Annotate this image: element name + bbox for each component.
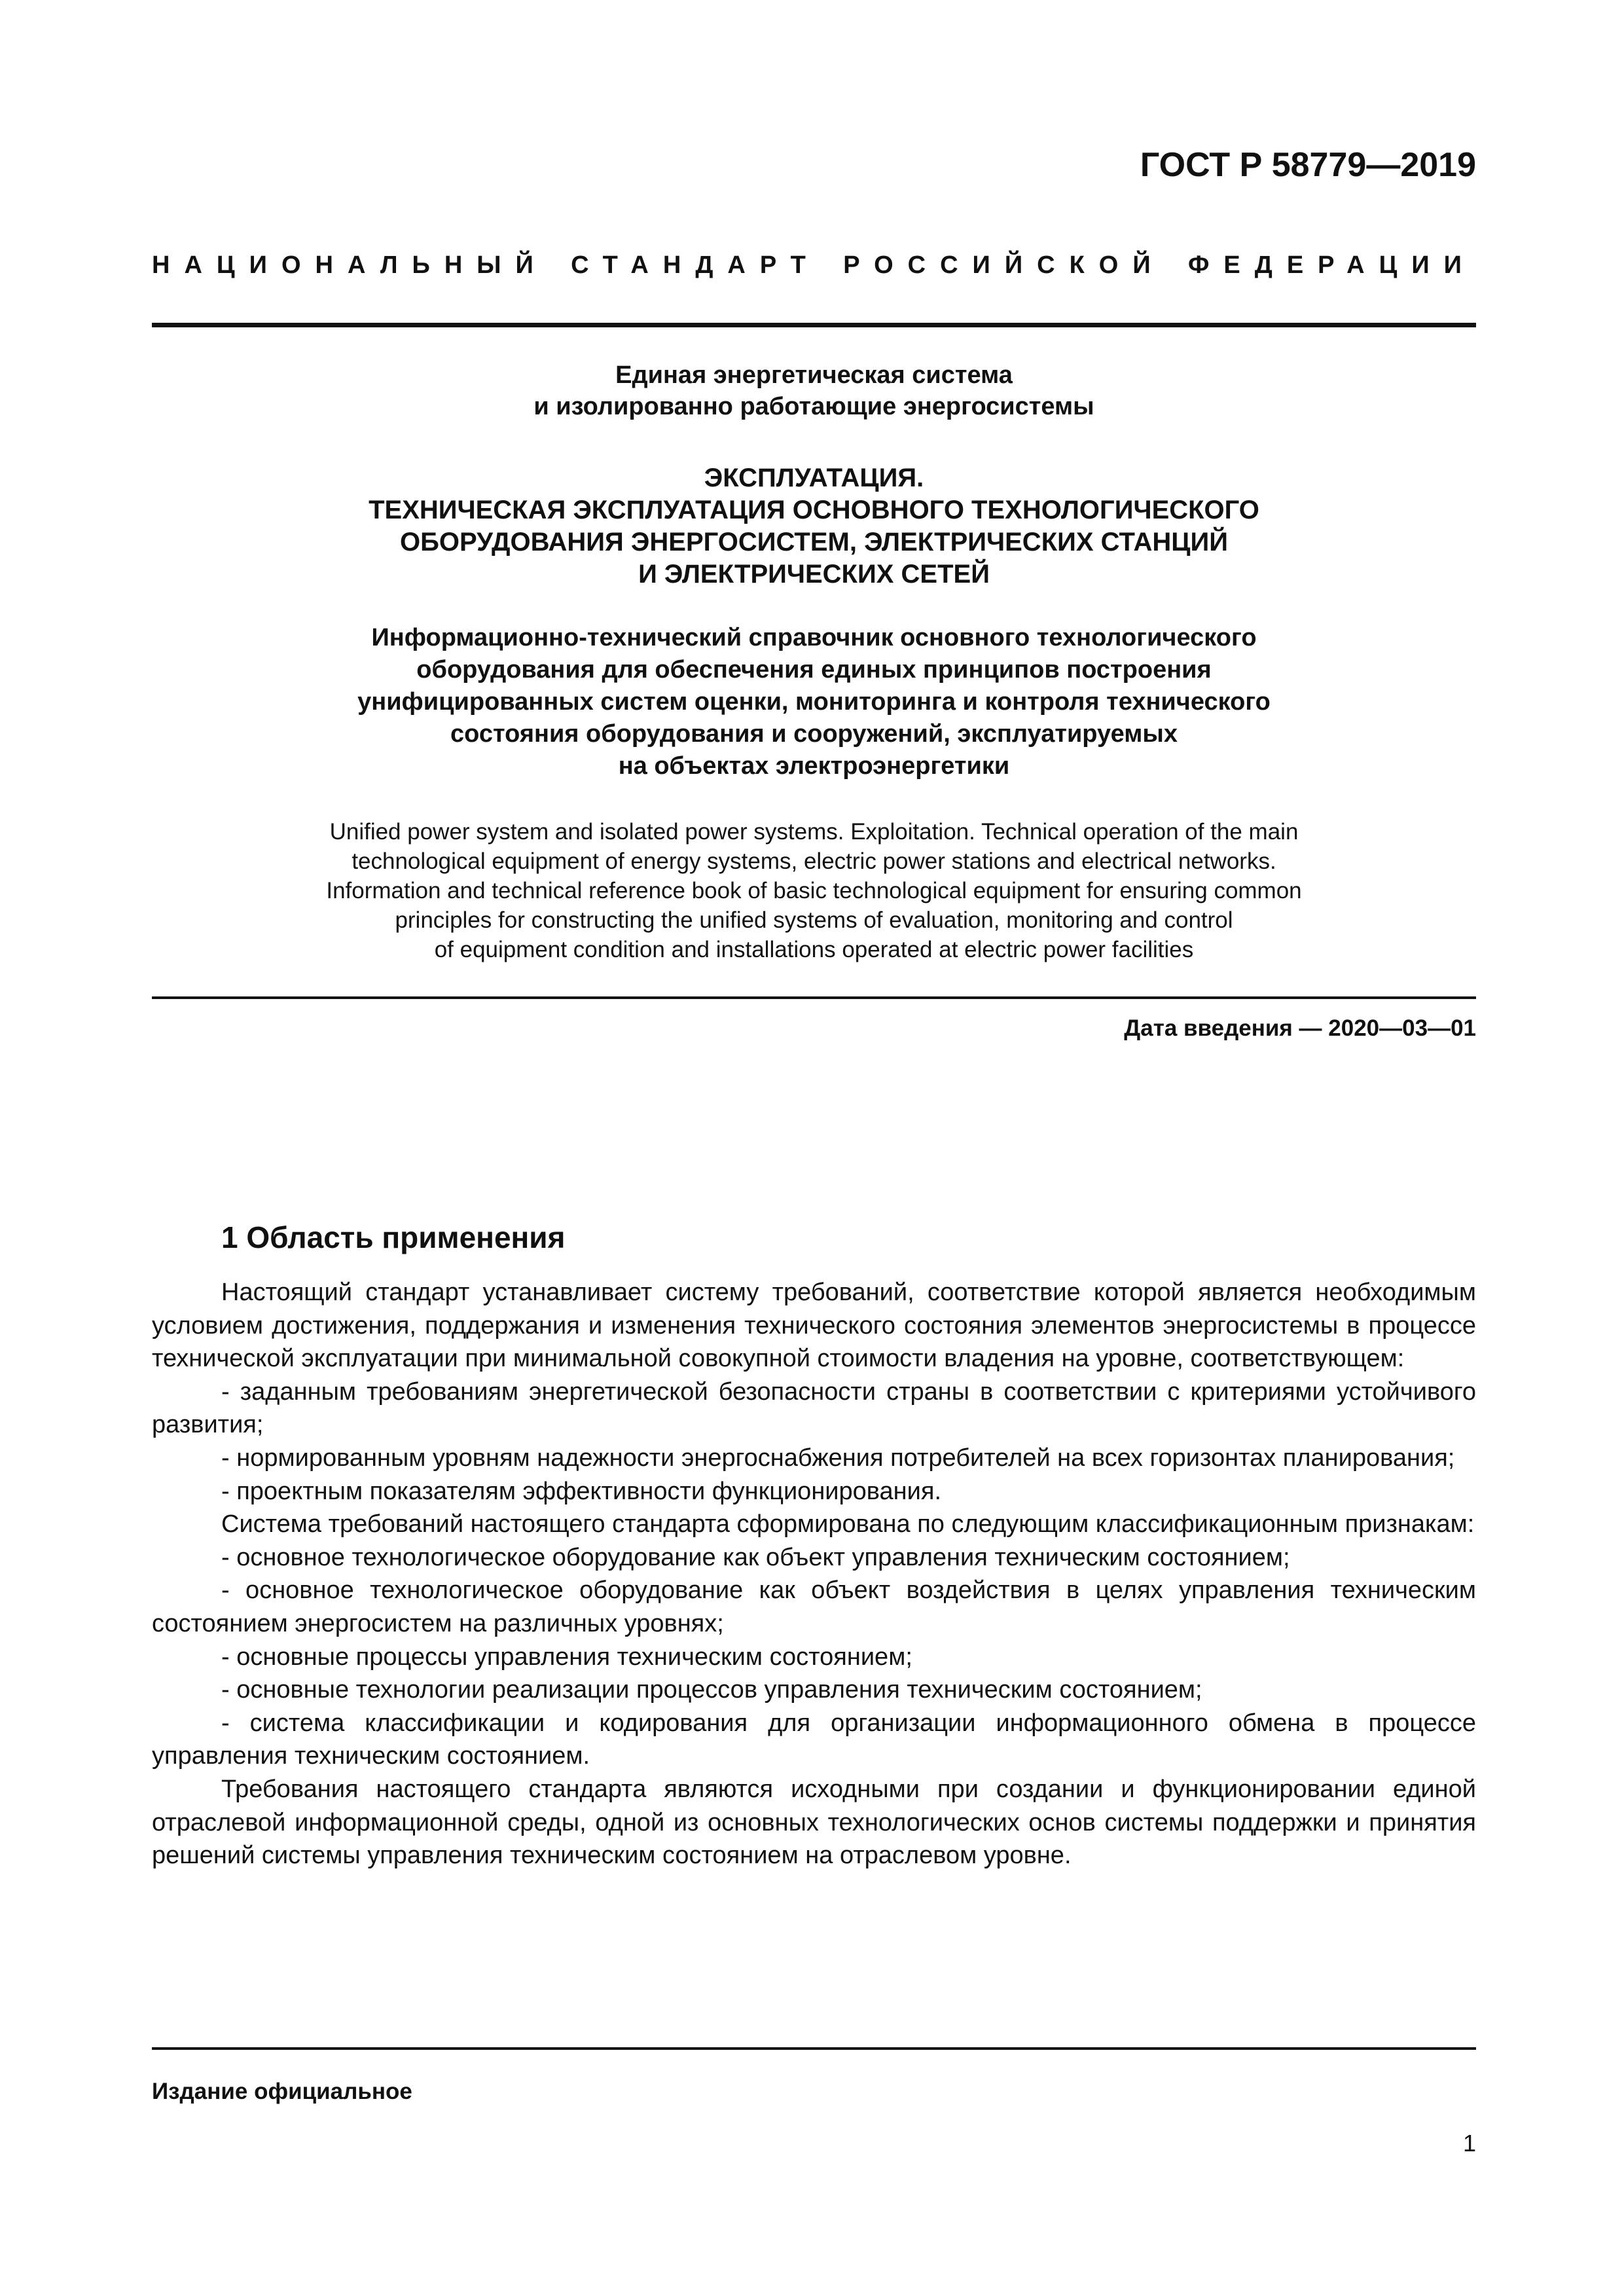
section-body xyxy=(152,1276,1476,1872)
subtitle-line: состояния оборудования и сооружений, эксплуатируемых xyxy=(450,720,1178,748)
title-line: ЭКСПЛУАТАЦИЯ. xyxy=(704,464,924,492)
title-divider xyxy=(152,996,1476,999)
page-number: 1 xyxy=(1462,2130,1476,2157)
system-name-line: и изолированно работающие энергосистемы xyxy=(533,393,1094,420)
english-title-line: principles for constructing the unified systems of evaluation, monitoring and control xyxy=(395,907,1233,933)
subtitle-line: Информационно-технический справочник основного технологического xyxy=(371,624,1257,651)
english-title xyxy=(152,817,1476,964)
title-line: ТЕХНИЧЕСКАЯ ЭКСПЛУАТАЦИЯ ОСНОВНОГО ТЕХНОЛОГИЧЕСКОГО xyxy=(369,496,1259,524)
national-standard-banner: НАЦИОНАЛЬНЫЙ СТАНДАРТ РОССИЙСКОЙ ФЕДЕРАЦИИ xyxy=(152,251,1476,279)
english-title-line: Unified power system and isolated power systems. Exploitation. Technical operation of the main xyxy=(329,819,1299,845)
body-paragraph: Система требований настоящего стандарта сформирована по следующим классификационным признакам: xyxy=(221,1510,1475,1539)
list-item: - основное технологическое оборудование как объект управления техническим состоянием; xyxy=(221,1543,1290,1571)
english-title-line: technological equipment of energy systems, electric power stations and electrical networks. xyxy=(352,848,1276,874)
subtitle-line: оборудования для обеспечения единых принципов построения xyxy=(416,656,1212,683)
subtitle-line: на объектах электроэнергетики xyxy=(618,752,1010,780)
list-item: - нормированным уровням надежности энергоснабжения потребителей на всех горизонтах планирования; xyxy=(221,1444,1455,1472)
document-title xyxy=(152,462,1476,591)
english-title-line: Information and technical reference book of basic technological equipment for ensuring common xyxy=(326,878,1302,903)
official-edition-label: Издание официальное xyxy=(152,2079,412,2104)
body-paragraph: Требования настоящего стандарта являются исходными при создании и функционировании единой отраслевой информационной среды, одной из основных технологических основ системы поддержки и принятия решений системы управления техническим состоянием на отраслевом уровне. xyxy=(152,1775,1476,1870)
list-item: - основные технологии реализации процессов управления техническим состоянием; xyxy=(221,1676,1202,1704)
section-heading: 1 Область применения xyxy=(221,1220,566,1254)
document-subtitle xyxy=(152,622,1476,782)
title-line: И ЭЛЕКТРИЧЕСКИХ СЕТЕЙ xyxy=(638,560,990,589)
introduction-date: Дата введения — 2020—03—01 xyxy=(1124,1015,1476,1041)
list-item: - основное технологическое оборудование как объект воздействия в целях управления техническим состоянием энергосистем на различных уровнях; xyxy=(152,1576,1476,1637)
system-name xyxy=(152,359,1476,422)
body-paragraph: Настоящий стандарт устанавливает систему требований, соответствие которой является необходимым условием достижения, поддержания и изменения технического состояния элементов энергосистемы в процессе технической эксплуатации при минимальной совокупной стоимости владения на уровне, соответствующем: xyxy=(152,1279,1476,1373)
english-title-line: of equipment condition and installations operated at electric power facilities xyxy=(434,937,1194,962)
system-name-line: Единая энергетическая система xyxy=(615,361,1013,389)
top-divider xyxy=(152,323,1476,327)
list-item: - заданным требованиям энергетической безопасности страны в соответствии с критериями устойчивого развития; xyxy=(152,1377,1476,1439)
list-item: - проектным показателям эффективности функционирования. xyxy=(221,1477,942,1505)
list-item: - система классификации и кодирования для организации информационного обмена в процессе управления техническим состоянием. xyxy=(152,1709,1476,1770)
subtitle-line: унифицированных систем оценки, мониторинга и контроля технического xyxy=(357,688,1271,716)
document-number: ГОСТ Р 58779—2019 xyxy=(1140,146,1476,184)
title-line: ОБОРУДОВАНИЯ ЭНЕРГОСИСТЕМ, ЭЛЕКТРИЧЕСКИХ СТАНЦИЙ xyxy=(400,528,1228,556)
footer-divider xyxy=(152,2047,1476,2050)
list-item: - основные процессы управления техническим состоянием; xyxy=(221,1643,912,1671)
